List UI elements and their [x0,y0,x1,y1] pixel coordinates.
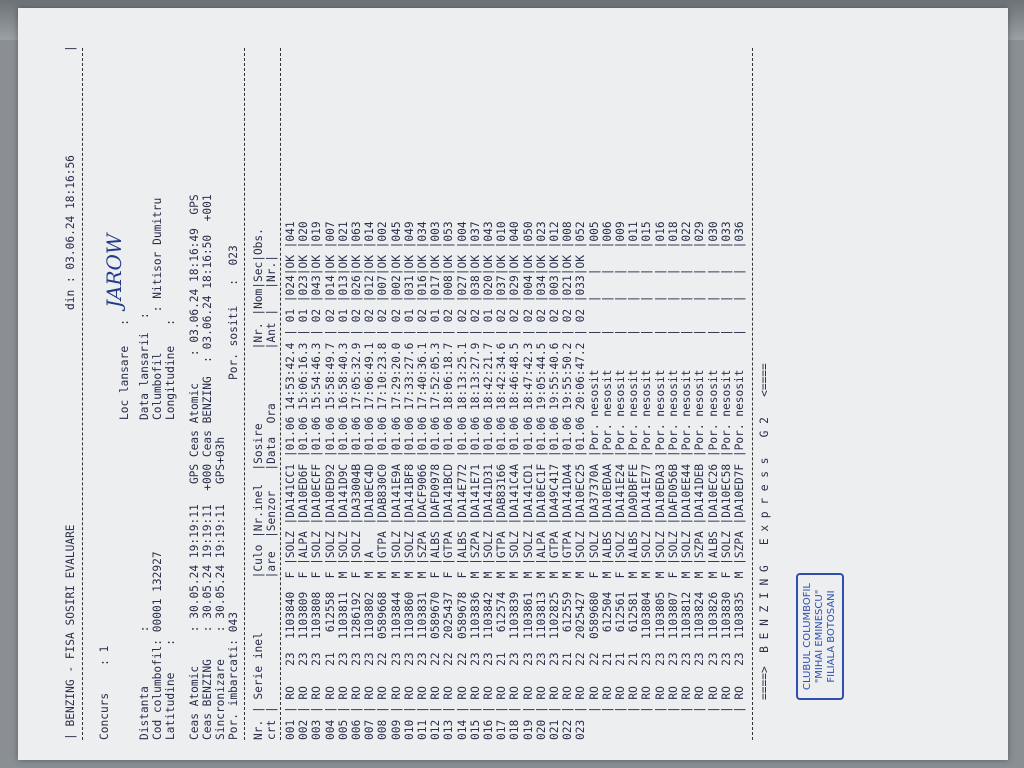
table-row [482,221,495,740]
data-lansarii-label: Data lansarii : [138,312,151,420]
table-row-text: 023 | RO 22 2025427 M |SOLZ |DA10EC25 |01.06 20:06:47.2 | 02 |033|OK |052 [574,221,588,740]
distanta-label: Distanta : [138,625,151,740]
table-row [495,221,508,740]
table-row-text: | RO 23 1103835 M |SZPA |DA10ED7F |Por. nesosit | | | |036 [732,221,746,740]
table-row [416,221,429,740]
stamp-line1: CLUBUL COLUMBOFIL [802,582,813,690]
cod-columbofil-label: Cod columbofil: 00001 132927 [151,551,164,740]
rotated-printout [64,40,964,740]
table-row-text: 008 | RO 22 0589668 M |GTPA |DAB830C0 |01.06 17:10:23.8 | 02 |007|OK |002 [376,221,390,740]
table-row [693,221,706,740]
table-row [667,221,680,740]
por-imbarcati-line: Por. imbarcati: 043 [227,612,240,740]
table-row [297,221,310,740]
por-sositi-line: Por. sositi : 023 [227,245,240,380]
paper-sheet [18,8,1008,760]
table-row [310,221,323,740]
table-row [640,221,653,740]
table-row [429,221,442,740]
table-row-text: 016 | RO 23 1103842 M |SOLZ |DA141D31 |01.06 18:42:21.7 | 01 |020|OK |043 [482,221,496,740]
table-row-text: 011 | RO 23 1103831 M |SZPA |DACF9066 |01.06 17:40:36.1 | 02 |016|OK |034 [416,221,430,740]
table-row [574,221,587,740]
club-stamp [796,573,844,700]
ceas-benzing-line: Ceas BENZING : 30.05.24 19:19:11 +000 Ceas BENZING : 03.06.24 18:16:50 +001 [201,194,214,740]
table-row-text: 013 | RO 22 2025437 F |GTPA |DA141BCD |01.06 18:06:18.7 | 02 |008|OK |053 [442,221,456,740]
arrivals-table [284,221,746,740]
table-row-text: 010 | RO 23 1103860 M |SOLZ |DA141BF8 |01.06 17:33:27.6 | 01 |031|OK |049 [402,221,416,740]
stamp-line2: "MIHAI EMINESCU" [814,589,825,684]
table-row [680,221,693,740]
table-row-text: | RO 21 612504 M |ALBS |DA10EDAA |Por. nesosit | | | |006 [600,221,614,740]
sincronizare-line: Sincronizare : 30.05.24 19:19:11 GPS+03h [214,436,227,740]
loc-lansare-handwritten: JAROW [102,233,126,308]
table-row [720,221,733,740]
divider-bottom [752,48,753,740]
report-end-bar: | [64,45,77,52]
table-row [733,221,746,740]
loc-lansare-label: Loc lansare : [118,318,131,420]
columbofil-label: Columbofil : Nitisor Dumitru [151,197,164,420]
report-date: din : 03.06.24 18:16:56 [64,155,77,310]
table-row [390,221,403,740]
table-row-text: | RO 23 1103830 F |SOLZ |DA10EC58 |Por. nesosit | | | |033 [719,221,733,740]
longitudine-label: Longitudine : [164,318,177,420]
table-row [601,221,614,740]
table-row [403,221,416,740]
report-title: | BENZING - FISA SOSIRI EVALUARE [64,524,77,740]
table-row-text: 005 | RO 23 1103811 M |SOLZ |DA141D9C |01.06 16:58:40.3 | 01 |013|OK |021 [336,221,350,740]
table-row-text: 021 | RO 23 1102825 M |GTPA |DA49C417 |01.06 19:55:40.6 | 02 |003|OK |012 [548,221,562,740]
latitudine-label: Latitudine : [164,638,177,740]
table-row [654,221,667,740]
table-row-text: | RO 22 0589680 F |SOLZ |DA37370A |Por. nesosit | | | |005 [587,221,601,740]
table-row-text: 018 | RO 23 1103839 M |SOLZ |DA141C4A |01.06 18:46:48.5 | 02 |029|OK |040 [508,221,522,740]
table-row-text: | RO 21 612581 M |ALBS |DA9DBFFE |Por. nesosit | | | |011 [627,221,641,740]
table-row [376,221,389,740]
table-row-text: 019 | RO 23 1103861 M |SOLZ |DA141CD1 |01.06 18:47:42.3 | 02 |004|OK |050 [521,221,535,740]
divider-top [82,48,83,740]
table-row [561,221,574,740]
table-row-text: 003 | RO 23 1103808 F |SOLZ |DA10ECFF |01.06 15:54:46.3 | 02 |043|OK |019 [310,221,324,740]
table-row [548,221,561,740]
table-row-text: 001 | RO 23 1103840 F |SOLZ |DA141CC1 |01.06 14:53:42.4 | 01 |024|OK |041 [284,221,297,740]
table-row [627,221,640,740]
table-row-text: | RO 23 1103826 M |ALBS |DA10EC26 |Por. nesosit | | | |030 [706,221,720,740]
table-row-text: 009 | RO 23 1103844 M |SOLZ |DA141E9A |01.06 17:29:20.0 | 02 |002|OK |045 [389,221,403,740]
ceas-atomic-line: Ceas Atomic : 30.05.24 19:19:11 GPS Ceas Atomic : 03.06.24 18:16:49 GPS [188,194,201,740]
table-row [614,221,627,740]
table-row-text: 007 | RO 23 1103802 M |A |DA10EC4D |01.06 17:06:49.1 | 02 |012|OK |014 [363,221,377,740]
table-row [469,221,482,740]
table-row [363,221,376,740]
table-row [588,221,601,740]
report-footer: ====> B E N Z I N G E x p r e s s G 2 <==== [758,363,771,700]
divider-middle [244,48,245,740]
table-row [324,221,337,740]
table-row [456,221,469,740]
table-row-text: | RO 23 1103805 M |SOLZ |DA10EDA3 |Por. nesosit | | | |016 [653,221,667,740]
concurs-label: Concurs : 1 [98,645,111,740]
table-row [707,221,720,740]
table-row [508,221,521,740]
table-header-line2: crt | |are |Senzor |Data Ora |Ant | |Nr.| [265,255,278,740]
table-row-text: 002 | RO 23 1103809 F |ALPA |DA10ED6F |01.06 15:06:16.3 | 01 |023|OK |020 [297,221,311,740]
table-row-text: 004 | RO 21 612558 F |SOLZ |DA10ED92 |01.06 15:58:49.7 | 02 |014|OK |007 [323,221,337,740]
table-row-text: | RO 21 612561 F |SOLZ |DA141E24 |Por. nesosit | | | |009 [614,221,628,740]
table-row-text: | RO 23 1103804 M |SOLZ |DA141E77 |Por. nesosit | | | |015 [640,221,654,740]
table-row [284,221,297,740]
table-row [535,221,548,740]
table-row-text: 017 | RO 21 612574 M |GTPA |DAB83166 |01.06 18:42:34.6 | 02 |037|OK |010 [495,221,509,740]
table-row-text: | RO 23 1103812 M |SOLZ |DA10EE44 |Por. nesosit | | | |022 [680,221,694,740]
table-row-text: 006 | RO 23 1286192 F |SOLZ |DA33004B |01.06 17:05:32.9 | 02 |026|OK |063 [350,221,364,740]
table-row [350,221,363,740]
table-row-text: 015 | RO 23 1103836 M |SZPA |DA141E71 |01.06 18:13:27.9 | 02 |038|OK |037 [468,221,482,740]
table-row-text: 022 | RO 21 612559 M |GTPA |DA141DA4 |01.06 19:55:50.2 | 02 |021|OK |008 [561,221,575,740]
table-row [442,221,455,740]
table-row-text: | RO 23 1103807 F |SOLZ |DAFD056B |Por. nesosit | | | |018 [666,221,680,740]
table-row-text: 012 | RO 22 0589670 F |ALBS |DAFD0978 |01.06 17:52:05.3 | 01 |017|OK |003 [429,221,443,740]
stamp-line3: FILIALA BOTOSANI [826,590,837,683]
table-row [522,221,535,740]
table-row [337,221,350,740]
table-row-text: | RO 23 1103824 M |SZPA |DA141DEB |Por. nesosit | | | |029 [693,221,707,740]
table-row-text: 020 | RO 23 1103813 M |ALPA |DA10EC1F |01.06 19:05:44.5 | 02 |034|OK |023 [534,221,548,740]
table-header-line1: Nr. | Serie inel |Culo |Nr.inel |Sosire |Nr. |Nom|Sec|Obs. [252,228,265,740]
divider-table [280,48,281,740]
table-row-text: 014 | RO 22 0589678 F |ALBS |DA14E772 |01.06 18:13:25.1 | 02 |027|OK |004 [455,221,469,740]
